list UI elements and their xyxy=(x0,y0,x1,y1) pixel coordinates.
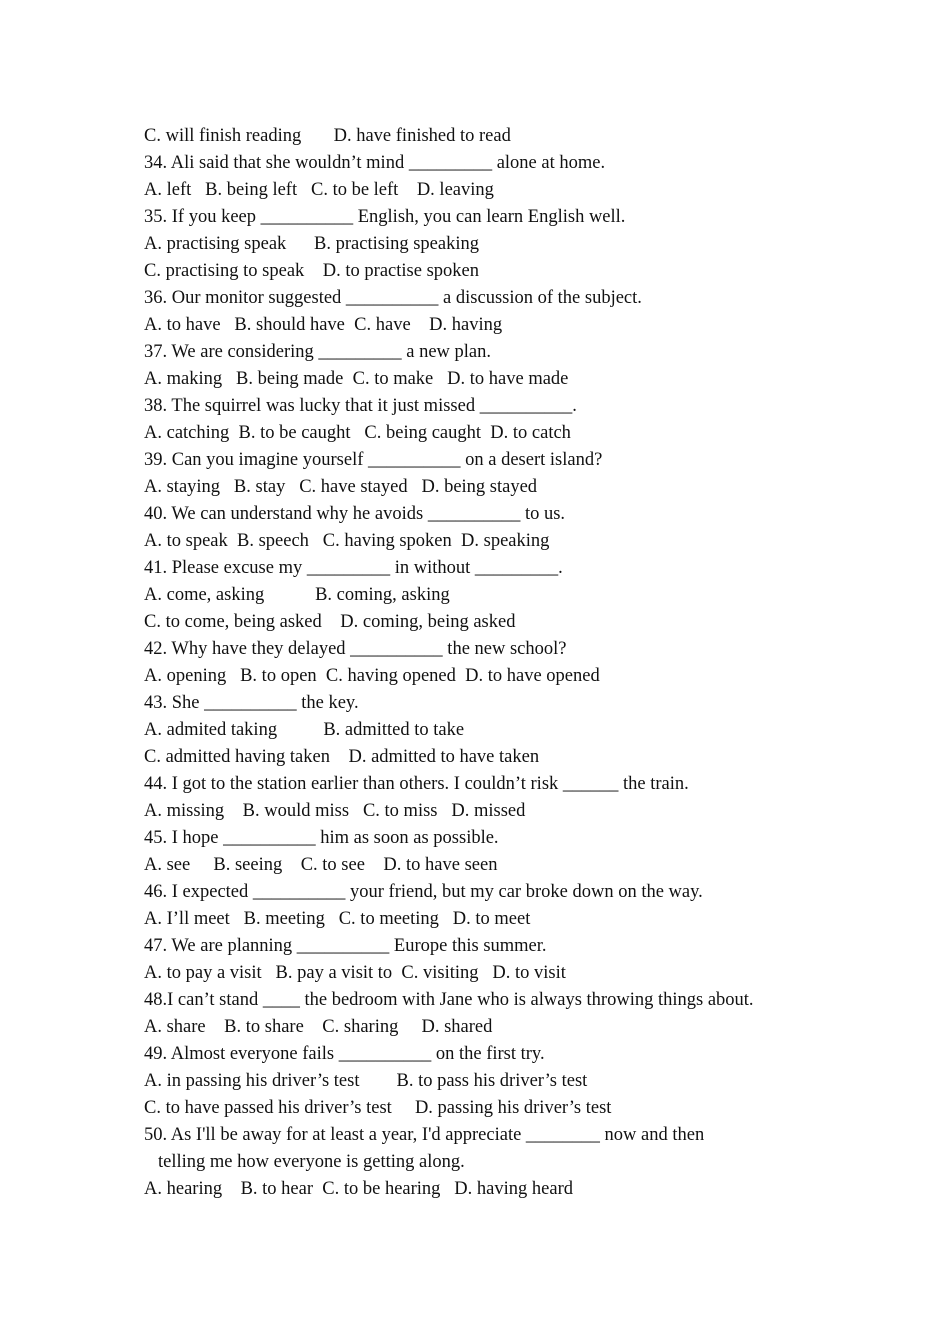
question-46: 46. I expected __________ your friend, but my car broke down on the way. xyxy=(144,882,703,902)
options-45: A. see B. seeing C. to see D. to have seen xyxy=(144,855,498,875)
question-45: 45. I hope __________ him as soon as possible. xyxy=(144,828,499,848)
options-47: A. to pay a visit B. pay a visit to C. visiting D. to visit xyxy=(144,963,566,983)
options-38: A. catching B. to be caught C. being caught D. to catch xyxy=(144,423,571,443)
question-37: 37. We are considering _________ a new plan. xyxy=(144,342,492,362)
question-41: 41. Please excuse my _________ in without _________. xyxy=(144,558,563,578)
question-35: 35. If you keep __________ English, you can learn English well. xyxy=(144,207,626,227)
question-42: 42. Why have they delayed __________ the new school? xyxy=(144,639,567,659)
question-49: 49. Almost everyone fails __________ on the first try. xyxy=(144,1044,545,1064)
options-40: A. to speak B. speech C. having spoken D. speaking xyxy=(144,531,550,551)
question-44: 44. I got to the station earlier than others. I couldn’t risk ______ the train. xyxy=(144,774,689,794)
options-41-cd: C. to come, being asked D. coming, being asked xyxy=(144,612,516,632)
question-40: 40. We can understand why he avoids __________ to us. xyxy=(144,504,566,524)
options-46: A. I’ll meet B. meeting C. to meeting D. to meet xyxy=(144,909,531,929)
question-36: 36. Our monitor suggested __________ a discussion of the subject. xyxy=(144,288,642,308)
options-36: A. to have B. should have C. have D. having xyxy=(144,315,503,335)
question-43: 43. She __________ the key. xyxy=(144,693,359,713)
options-48: A. share B. to share C. sharing D. shared xyxy=(144,1017,493,1037)
option-line: C. will finish reading D. have finished to read xyxy=(144,126,511,146)
question-48: 48.I can’t stand ____ the bedroom with Jane who is always throwing things about. xyxy=(144,990,754,1010)
options-49-ab: A. in passing his driver’s test B. to pass his driver’s test xyxy=(144,1071,588,1091)
options-35-cd: C. practising to speak D. to practise spoken xyxy=(144,261,479,281)
question-50-continued: telling me how everyone is getting along. xyxy=(158,1152,465,1172)
options-42: A. opening B. to open C. having opened D. to have opened xyxy=(144,666,600,686)
options-39: A. staying B. stay C. have stayed D. being stayed xyxy=(144,477,538,497)
options-44: A. missing B. would miss C. to miss D. missed xyxy=(144,801,526,821)
options-37: A. making B. being made C. to make D. to have made xyxy=(144,369,569,389)
question-38: 38. The squirrel was lucky that it just missed __________. xyxy=(144,396,577,416)
options-41-ab: A. come, asking B. coming, asking xyxy=(144,585,450,605)
question-34: 34. Ali said that she wouldn’t mind _________ alone at home. xyxy=(144,153,606,173)
question-47: 47. We are planning __________ Europe this summer. xyxy=(144,936,547,956)
options-43-cd: C. admitted having taken D. admitted to have taken xyxy=(144,747,540,767)
options-50: A. hearing B. to hear C. to be hearing D. having heard xyxy=(144,1179,573,1199)
options-49-cd: C. to have passed his driver’s test D. passing his driver’s test xyxy=(144,1098,612,1118)
question-39: 39. Can you imagine yourself __________ on a desert island? xyxy=(144,450,603,470)
options-35-ab: A. practising speak B. practising speaking xyxy=(144,234,479,254)
options-34: A. left B. being left C. to be left D. leaving xyxy=(144,180,494,200)
options-43-ab: A. admited taking B. admitted to take xyxy=(144,720,465,740)
question-list xyxy=(144,123,844,1203)
question-50: 50. As I'll be away for at least a year, I'd appreciate ________ now and then xyxy=(144,1125,705,1145)
